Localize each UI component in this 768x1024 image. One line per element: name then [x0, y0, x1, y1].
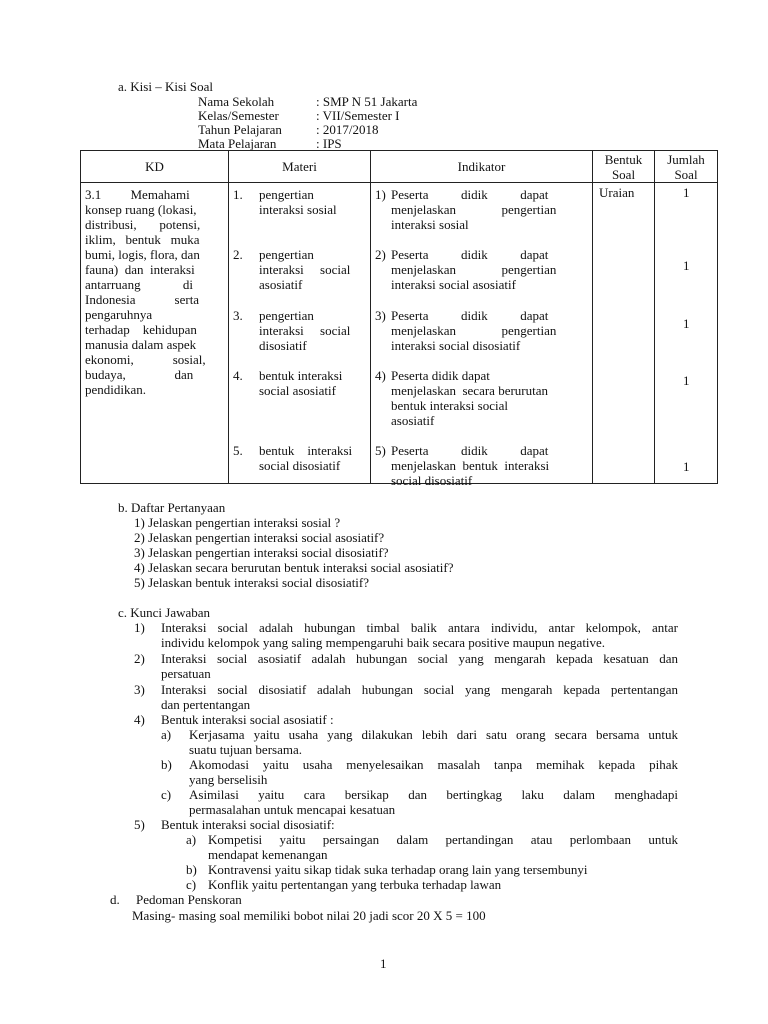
materi-line: interaksi social	[259, 323, 351, 338]
kd-line: pendidikan.	[85, 382, 147, 397]
indikator-number: 1)	[375, 187, 386, 202]
indikator-line: Peserta didik dapat	[391, 308, 549, 323]
sub-line: Kompetisi yaitu persaingan dalam pertandingan atau perlombaan untuk	[208, 832, 678, 847]
kd-line: pengaruhnya	[85, 307, 153, 322]
info-value: : IPS	[316, 136, 342, 151]
jumlah-value: 1	[683, 185, 690, 200]
materi-cell	[229, 183, 371, 484]
materi-line: bentuk interaksi	[259, 368, 343, 383]
info-label: Tahun Pelajaran	[198, 122, 282, 137]
jumlah-value: 1	[683, 459, 690, 474]
answer-number: 3)	[134, 682, 145, 697]
indikator-line: Peserta didik dapat	[391, 187, 549, 202]
answer-line: Interaksi social asosiatif adalah hubungan social yang mengarah kepada kesatuan dan	[161, 651, 678, 666]
header-materi: Materi	[229, 151, 371, 183]
materi-number: 3.	[233, 308, 243, 323]
info-value: : 2017/2018	[316, 122, 379, 137]
header-indikator: Indikator	[371, 151, 593, 183]
indikator-line: Peserta didik dapat	[391, 368, 490, 383]
kd-line: distribusi, potensi,	[85, 217, 201, 232]
indikator-number: 2)	[375, 247, 386, 262]
sub-line: Asimilasi yaitu cara bersikap dan bertingkag laku dalam menghadapi	[189, 787, 678, 802]
indikator-line: menjelaskan bentuk interaksi	[391, 458, 550, 473]
kd-line: antarruang di	[85, 277, 193, 292]
question-item: 2) Jelaskan pengertian interaksi social asosiatif?	[134, 530, 385, 545]
header-kd: KD	[81, 151, 229, 183]
indikator-line: interaksi social disosiatif	[391, 338, 521, 353]
materi-number: 2.	[233, 247, 243, 262]
page-number: 1	[380, 956, 387, 971]
indikator-line: menjelaskan secara berurutan	[391, 383, 549, 398]
question-item: 5) Jelaskan bentuk interaksi social disosiatif?	[134, 575, 370, 590]
indikator-line: asosiatif	[391, 413, 435, 428]
answer-number: 5)	[134, 817, 145, 832]
kd-line: Indonesia serta	[85, 292, 200, 307]
sub-line: Kontravensi yaitu sikap tidak suka terhadap orang lain yang tersembunyi	[208, 862, 588, 877]
materi-line: bentuk interaksi	[259, 443, 353, 458]
answer-number: 2)	[134, 651, 145, 666]
materi-line: pengertian	[259, 187, 314, 202]
bentuk-value: Uraian	[599, 185, 635, 200]
sub-number: b)	[161, 757, 172, 772]
answer-line: persatuan	[161, 666, 211, 681]
jumlah-value: 1	[683, 316, 690, 331]
sub-number: c)	[186, 877, 197, 892]
sub-number: c)	[161, 787, 172, 802]
jumlah-cell	[655, 183, 718, 484]
kd-line: 3.1 Memahami	[85, 187, 190, 202]
materi-line: social asosiatif	[259, 383, 336, 398]
answer-heading: Bentuk interaksi social disosiatif:	[161, 817, 335, 832]
kd-cell	[81, 183, 229, 484]
materi-line: social disosiatif	[259, 458, 341, 473]
indikator-number: 5)	[375, 443, 386, 458]
answer-number: 1)	[134, 620, 145, 635]
indikator-line: interaksi sosial	[391, 217, 469, 232]
sub-line: Akomodasi yaitu usaha menyelesaikan masalah tanpa memihak kepada pihak	[189, 757, 678, 772]
materi-number: 5.	[233, 443, 243, 458]
indikator-line: menjelaskan pengertian	[391, 323, 557, 338]
jumlah-value: 1	[683, 258, 690, 273]
sub-line: permasalahan untuk mencapai kesatuan	[189, 802, 396, 817]
indikator-line: interaksi social asosiatif	[391, 277, 516, 292]
sub-line: Konflik yaitu pertentangan yang terbuka terhadap lawan	[208, 877, 502, 892]
materi-line: interaksi social	[259, 262, 351, 277]
header-bentuk-soal: Bentuk Soal	[593, 151, 655, 183]
materi-line: pengertian	[259, 308, 314, 323]
kd-line: bumi, logis, flora, dan	[85, 247, 200, 262]
bentuk-cell	[593, 183, 655, 484]
section-d-title: d. Pedoman Penskoran	[110, 892, 242, 907]
kd-line: manusia dalam aspek	[85, 337, 197, 352]
kd-line: terhadap kehidupan	[85, 322, 197, 337]
kd-line: iklim, bentuk muka	[85, 232, 200, 247]
answer-line: individu kelompok yang saling mempengaruhi baik secara positive maupun negative.	[161, 635, 606, 650]
sub-line: suatu tujuan bersama.	[189, 742, 302, 757]
answer-line: Interaksi social disosiatif adalah hubungan social yang mengarah kepada pertentangan	[161, 682, 678, 697]
section-b-title: b. Daftar Pertanyaan	[118, 500, 226, 515]
indikator-number: 3)	[375, 308, 386, 323]
indikator-line: Peserta didik dapat	[391, 443, 549, 458]
sub-number: b)	[186, 862, 197, 877]
info-label: Kelas/Semester	[198, 108, 279, 123]
scoring-text: Masing- masing soal memiliki bobot nilai 20 jadi scor 20 X 5 = 100	[132, 908, 486, 923]
indikator-line: bentuk interaksi social	[391, 398, 508, 413]
indikator-line: menjelaskan pengertian	[391, 202, 557, 217]
materi-line: asosiatif	[259, 277, 303, 292]
materi-line: disosiatif	[259, 338, 307, 353]
answer-line: Interaksi social adalah hubungan timbal balik antara individu, antar kelompok, antar	[161, 620, 678, 635]
question-item: 4) Jelaskan secara berurutan bentuk interaksi social asosiatif?	[134, 560, 454, 575]
sub-line: Kerjasama yaitu usaha yang dilakukan lebih dari satu orang secara bersama untuk	[189, 727, 678, 742]
materi-line: pengertian	[259, 247, 314, 262]
answer-heading: Bentuk interaksi social asosiatif :	[161, 712, 334, 727]
indikator-number: 4)	[375, 368, 386, 383]
kd-line: fauna) dan interaksi	[85, 262, 195, 277]
sub-number: a)	[186, 832, 197, 847]
kd-line: konsep ruang (lokasi,	[85, 202, 197, 217]
info-label: Mata Pelajaran	[198, 136, 277, 151]
kd-line: ekonomi, sosial,	[85, 352, 206, 367]
section-c-title: c. Kunci Jawaban	[118, 605, 211, 620]
materi-number: 1.	[233, 187, 243, 202]
info-label: Nama Sekolah	[198, 94, 275, 109]
indikator-line: Peserta didik dapat	[391, 247, 549, 262]
question-item: 1) Jelaskan pengertian interaksi sosial ?	[134, 515, 341, 530]
answer-number: 4)	[134, 712, 145, 727]
materi-number: 4.	[233, 368, 243, 383]
indikator-cell	[371, 183, 593, 488]
header-jumlah-soal: Jumlah Soal	[655, 151, 718, 183]
section-a-title: a. Kisi – Kisi Soal	[118, 79, 213, 94]
kd-line: budaya, dan	[85, 367, 194, 382]
answer-line: dan pertentangan	[161, 697, 251, 712]
info-value: : SMP N 51 Jakarta	[316, 94, 418, 109]
info-value: : VII/Semester I	[316, 108, 400, 123]
sub-line: mendapat kemenangan	[208, 847, 328, 862]
jumlah-value: 1	[683, 373, 690, 388]
question-item: 3) Jelaskan pengertian interaksi social disosiatif?	[134, 545, 389, 560]
indikator-line: menjelaskan pengertian	[391, 262, 557, 277]
sub-line: yang berselisih	[189, 772, 268, 787]
indikator-line: social disosiatif	[391, 473, 473, 488]
sub-number: a)	[161, 727, 172, 742]
kisi-table	[80, 150, 718, 488]
materi-line: interaksi sosial	[259, 202, 337, 217]
